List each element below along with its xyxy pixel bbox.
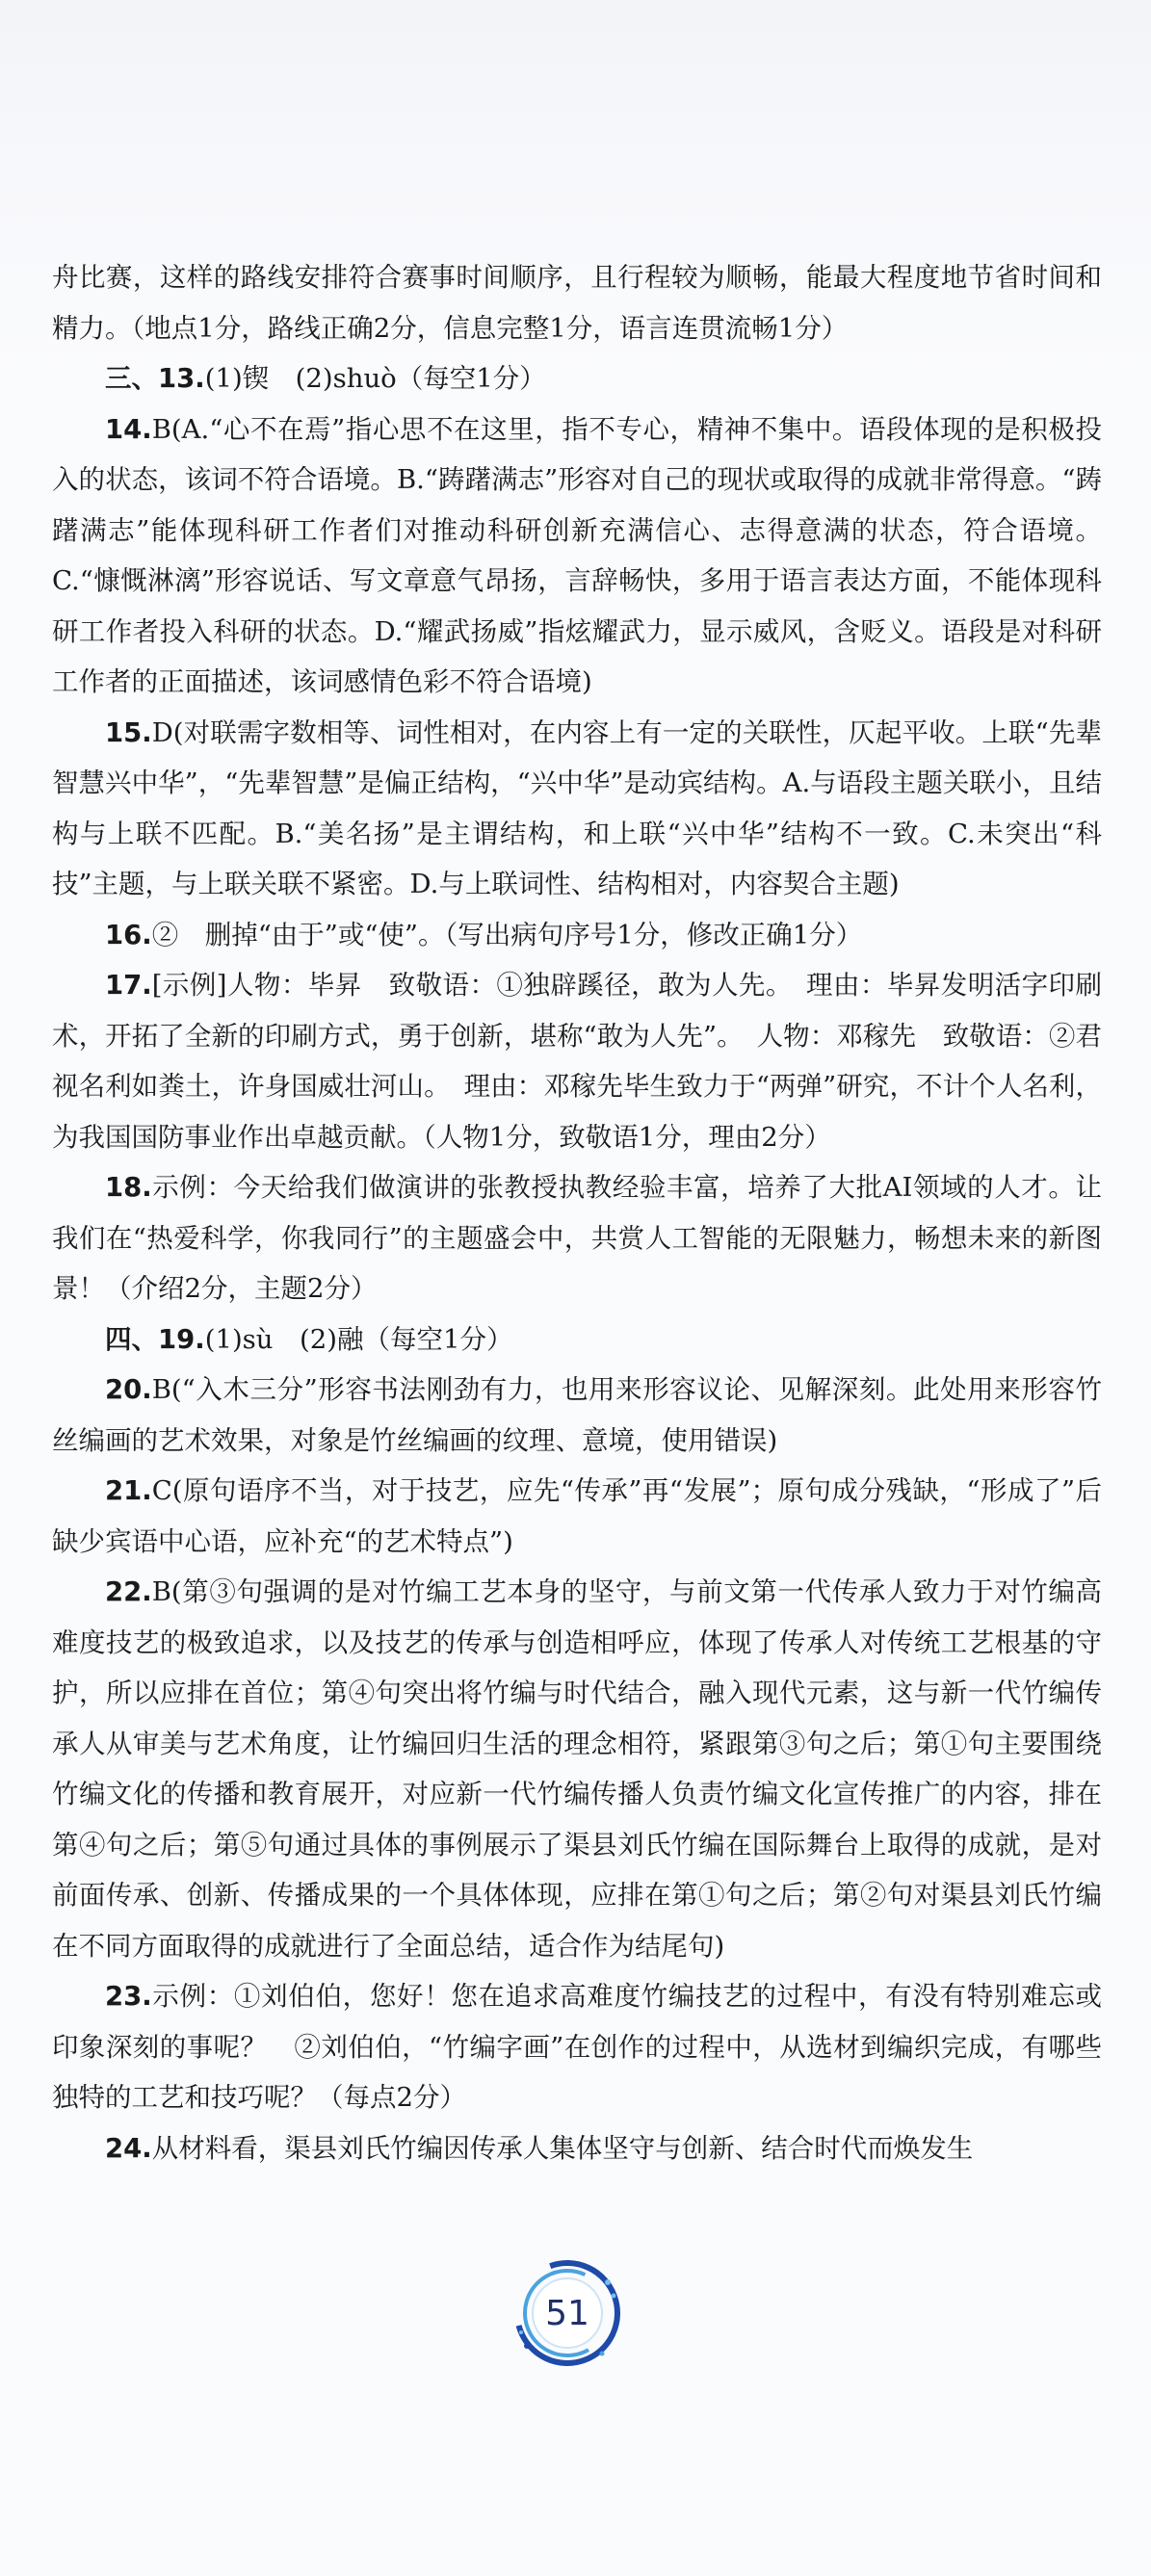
answer-21	[52, 1466, 1102, 1567]
answer-16	[52, 910, 1102, 961]
question-number: 24.	[105, 2132, 152, 2164]
answer-14	[52, 404, 1102, 708]
question-number: 17.	[105, 970, 152, 1001]
answer-17	[52, 960, 1102, 1162]
paragraph-text: D(对联需字数相等、词性相对，在内容上有一定的关联性，仄起平收。上联“先辈智慧兴中华”，“先辈智慧”是偏正结构，“兴中华”是动宾结构。A.与语段主题关联小，且结构与上联不匹配。B.“美名扬”是主谓结构，和上联“兴中华”结构不一致。C.未突出“科技”主题，与上联关联不紧密。D.与上联词性、结构相对，内容契合主题)	[52, 716, 1102, 899]
question-number: 15.	[105, 716, 152, 748]
paragraph-text: C(原句语序不当，对于技艺，应先“传承”再“发展”；原句成分残缺，“形成了”后缺少宾语中心语，应补充“的艺术特点”)	[52, 1475, 1102, 1557]
answer-20	[52, 1365, 1102, 1466]
answer-13	[52, 353, 1102, 404]
question-number: 23.	[105, 1981, 152, 2012]
answer-18	[52, 1162, 1102, 1314]
page-number: 51	[545, 2293, 589, 2333]
paragraph-continued	[52, 252, 1102, 353]
answer-22	[52, 1567, 1102, 1971]
answer-content	[52, 252, 1102, 2173]
paragraph-text: (1)锲 (2)shuò（每空1分）	[204, 363, 546, 394]
page-number-badge	[508, 2253, 627, 2373]
question-number: 14.	[105, 413, 152, 445]
question-number: 三、13.	[105, 363, 205, 394]
paragraph-text: (1)sù (2)融（每空1分）	[204, 1323, 513, 1355]
question-number: 21.	[105, 1475, 152, 1506]
answer-23	[52, 1971, 1102, 2123]
paragraph-text: 从材料看，渠县刘氏竹编因传承人集体坚守与创新、结合时代而焕发生	[151, 2132, 974, 2164]
paragraph-text: [示例]人物：毕昇 致敬语：①独辟蹊径，敢为人先。 理由：毕昇发明活字印刷术，开拓了全新的印刷方式，勇于创新，堪称“敢为人先”。 人物：邓稼先 致敬语：②君视名利如粪土，许身国威壮河山。 理由：邓稼先毕生致力于“两弹”研究，不计个人名利，为我国国防事业作出卓越贡献。（人物1分，致敬语1分，理由2分）	[52, 970, 1102, 1153]
paragraph-text: B(A.“心不在焉”指心思不在这里，指不专心，精神不集中。语段体现的是积极投入的状态，该词不符合语境。B.“踌躇满志”形容对自己的现状或取得的成就非常得意。“踌躇满志”能体现科研工作者们对推动科研创新充满信心、志得意满的状态，符合语境。C.“慷慨淋漓”形容说话、写文章意气昂扬，言辞畅快，多用于语言表达方面，不能体现科研工作者投入科研的状态。D.“耀武扬威”指炫耀武力，显示威风，含贬义。语段是对科研工作者的正面描述，该词感情色彩不符合语境)	[52, 413, 1102, 697]
paragraph-text: ② 删掉“由于”或“使”。（写出病句序号1分，修改正确1分）	[151, 919, 863, 950]
answer-19	[52, 1314, 1102, 1366]
question-number: 22.	[105, 1576, 152, 1607]
question-number: 18.	[105, 1172, 152, 1203]
answer-24	[52, 2123, 1102, 2174]
paragraph-text: B(“入木三分”形容书法刚劲有力，也用来形容议论、见解深刻。此处用来形容竹丝编画的艺术效果，对象是竹丝编画的纹理、意境，使用错误)	[52, 1374, 1102, 1456]
question-number: 20.	[105, 1374, 152, 1405]
question-number: 16.	[105, 919, 152, 950]
answer-15	[52, 708, 1102, 910]
paragraph-text: 舟比赛，这样的路线安排符合赛事时间顺序，且行程较为顺畅，能最大程度地节省时间和精力。（地点1分，路线正确2分，信息完整1分，语言连贯流畅1分）	[52, 262, 1102, 344]
paragraph-text: 示例：今天给我们做演讲的张教授执教经验丰富，培养了大批AI领域的人才。让我们在“热爱科学，你我同行”的主题盛会中，共赏人工智能的无限魅力，畅想未来的新图景！（介绍2分，主题2分）	[52, 1172, 1102, 1304]
question-number: 四、19.	[105, 1323, 205, 1355]
paragraph-text: B(第③句强调的是对竹编工艺本身的坚守，与前文第一代传承人致力于对竹编高难度技艺的极致追求，以及技艺的传承与创造相呼应，体现了传承人对传统工艺根基的守护，所以应排在首位；第④句突出将竹编与时代结合，融入现代元素，这与新一代竹编传承人从审美与艺术角度，让竹编回归生活的理念相符，紧跟第③句之后；第①句主要围绕竹编文化的传播和教育展开，对应新一代竹编传播人负责竹编文化宣传推广的内容，排在第④句之后；第⑤句通过具体的事例展示了渠县刘氏竹编在国际舞台上取得的成就，是对前面传承、创新、传播成果的一个具体体现，应排在第①句之后；第②句对渠县刘氏竹编在不同方面取得的成就进行了全面总结，适合作为结尾句)	[52, 1576, 1102, 1962]
paragraph-text: 示例：①刘伯伯，您好！您在追求高难度竹编技艺的过程中，有没有特别难忘或印象深刻的事呢？ ②刘伯伯，“竹编字画”在创作的过程中，从选材到编织完成，有哪些独特的工艺和技巧呢？（每点2分）	[52, 1981, 1102, 2113]
